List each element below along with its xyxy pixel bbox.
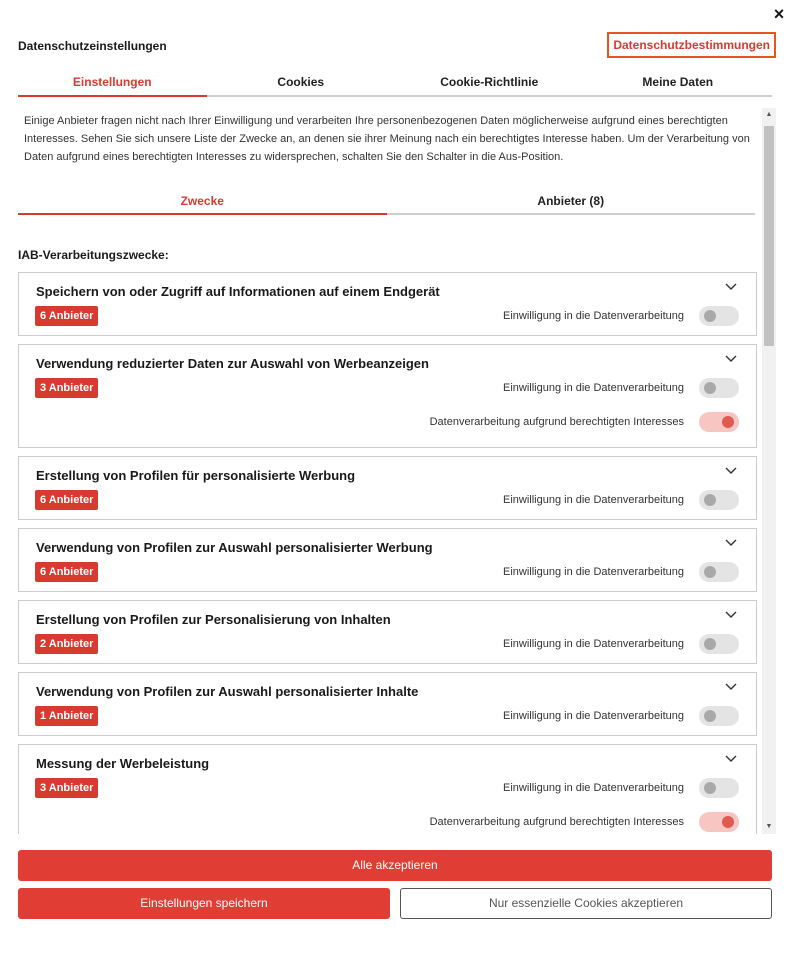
purpose-title: Verwendung von Profilen zur Auswahl personalisierter Werbung (36, 540, 433, 555)
purpose-title: Speichern von oder Zugriff auf Informationen auf einem Endgerät (36, 284, 440, 299)
dialog-header (18, 32, 776, 60)
consent-label: Einwilligung in die Datenverarbeitung (502, 638, 684, 650)
toggle-knob (722, 416, 734, 428)
consent-label: Einwilligung in die Datenverarbeitung (502, 782, 684, 794)
privacy-policy-link[interactable]: Datenschutzbestimmungen (607, 32, 776, 58)
legit-interest-toggle[interactable] (699, 812, 739, 832)
consent-row (503, 634, 739, 654)
purpose-title: Erstellung von Profilen für personalisierte Werbung (36, 468, 356, 483)
toggle-knob (704, 382, 716, 394)
tab-anbieter[interactable]: Anbieter (8) (537, 194, 605, 208)
legit-interest-row (430, 812, 739, 832)
consent-label: Einwilligung in die Datenverarbeitung (502, 310, 684, 322)
consent-label: Einwilligung in die Datenverarbeitung (502, 710, 684, 722)
purpose-card[interactable] (18, 456, 757, 520)
consent-toggle[interactable] (699, 306, 739, 326)
toggle-knob (704, 638, 716, 650)
vendor-count-badge[interactable]: 6 Anbieter (35, 562, 98, 582)
essential-only-button[interactable]: Nur essenzielle Cookies akzeptieren (400, 888, 772, 919)
legit-interest-label: Datenverarbeitung aufgrund berechtigten Interesses (429, 816, 684, 828)
close-icon[interactable]: × (773, 4, 785, 24)
consent-label: Einwilligung in die Datenverarbeitung (502, 494, 684, 506)
vendor-count-badge[interactable]: 2 Anbieter (35, 634, 98, 654)
consent-row (503, 378, 739, 398)
vendor-count-badge[interactable]: 6 Anbieter (35, 490, 98, 510)
consent-toggle[interactable] (699, 378, 739, 398)
purpose-title: Messung der Werbeleistung (36, 756, 210, 771)
chevron-down-icon[interactable] (724, 752, 738, 766)
purpose-title: Verwendung von Profilen zur Auswahl personalisierter Inhalte (36, 684, 419, 699)
purpose-title: Verwendung reduzierter Daten zur Auswahl von Werbeanzeigen (36, 356, 429, 371)
chevron-down-icon[interactable] (724, 680, 738, 694)
chevron-down-icon[interactable] (724, 464, 738, 478)
settings-scroll-area[interactable] (18, 108, 776, 834)
purpose-card[interactable] (18, 744, 757, 834)
intro-text: Einige Anbieter fragen nicht nach Ihrer Einwilligung und verarbeiten Ihre personenbezogenen Daten möglicherweise aufgrund eines berechtigten Interesses. Sehen Sie sich unsere Liste der Zwecke an, an denen sie ihrer Meinung nach ein berechtigtes Interesse haben. Um der Verarbeitung von Daten aufgrund eines berechtigten Interesses zu widersprechen, schalten Sie den Schalter in die Aus-Position. (24, 115, 750, 163)
chevron-down-icon[interactable] (724, 280, 738, 294)
consent-row (503, 706, 739, 726)
accept-all-button[interactable]: Alle akzeptieren (18, 850, 772, 881)
scroll-down-icon[interactable]: ▼ (765, 823, 773, 830)
legit-interest-label: Datenverarbeitung aufgrund berechtigten Interesses (429, 416, 684, 428)
legit-interest-row (430, 412, 739, 432)
purpose-card[interactable] (18, 344, 757, 448)
toggle-knob (704, 310, 716, 322)
consent-toggle[interactable] (699, 778, 739, 798)
toggle-knob (704, 494, 716, 506)
vendor-count-badge[interactable]: 6 Anbieter (35, 306, 98, 326)
toggle-knob (722, 816, 734, 828)
consent-toggle[interactable] (699, 490, 739, 510)
consent-row (503, 306, 739, 326)
consent-toggle[interactable] (699, 634, 739, 654)
purpose-card[interactable] (18, 528, 757, 592)
consent-toggle[interactable] (699, 706, 739, 726)
purpose-card[interactable] (18, 672, 757, 736)
sub-tabs (18, 192, 755, 215)
consent-label: Einwilligung in die Datenverarbeitung (502, 566, 684, 578)
section-label: IAB-Verarbeitungszwecke: (18, 248, 169, 262)
purpose-card[interactable] (18, 600, 757, 664)
vendor-count-badge[interactable]: 3 Anbieter (35, 378, 98, 398)
main-tabs (18, 72, 772, 97)
legit-interest-toggle[interactable] (699, 412, 739, 432)
tab-cookies[interactable]: Cookies (277, 75, 325, 89)
purpose-card[interactable] (18, 272, 757, 336)
toggle-knob (704, 710, 716, 722)
dialog-title: Datenschutzeinstellungen (18, 39, 167, 53)
tab-einstellungen[interactable]: Einstellungen (18, 72, 207, 95)
chevron-down-icon[interactable] (724, 352, 738, 366)
consent-label: Einwilligung in die Datenverarbeitung (502, 382, 684, 394)
purpose-title: Erstellung von Profilen zur Personalisierung von Inhalten (36, 612, 391, 627)
tab-cookie-richtlinie[interactable]: Cookie-Richtlinie (440, 75, 539, 89)
consent-row (503, 778, 739, 798)
chevron-down-icon[interactable] (724, 608, 738, 622)
toggle-knob (704, 782, 716, 794)
vendor-count-badge[interactable]: 3 Anbieter (35, 778, 98, 798)
tab-zwecke[interactable]: Zwecke (18, 192, 387, 213)
scrollbar[interactable] (762, 108, 776, 834)
tab-meine-daten[interactable]: Meine Daten (642, 75, 714, 89)
consent-toggle[interactable] (699, 562, 739, 582)
toggle-knob (704, 566, 716, 578)
scroll-up-icon[interactable]: ▲ (765, 111, 773, 118)
chevron-down-icon[interactable] (724, 536, 738, 550)
save-settings-button[interactable]: Einstellungen speichern (18, 888, 390, 919)
consent-row (503, 562, 739, 582)
vendor-count-badge[interactable]: 1 Anbieter (35, 706, 98, 726)
scrollbar-thumb[interactable] (764, 126, 774, 346)
consent-row (503, 490, 739, 510)
